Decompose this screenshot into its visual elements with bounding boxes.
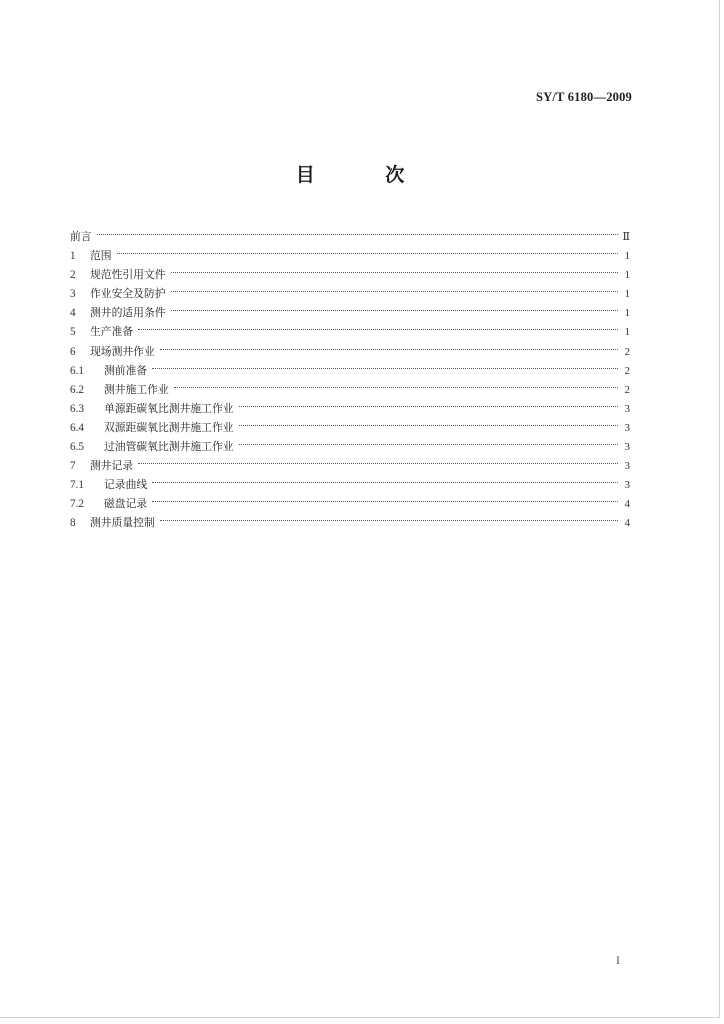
- toc-leader-dots: [239, 412, 618, 431]
- toc-entry-6-2[interactable]: [70, 374, 630, 396]
- toc-entry-number: 7.1: [70, 479, 84, 492]
- standard-code: SY/T 6180—2009: [536, 90, 632, 104]
- toc-entry-number: 4: [70, 307, 76, 320]
- toc-entry-label: 测井记录: [90, 459, 134, 473]
- toc-entry-label: 测井的适用条件: [90, 306, 166, 320]
- toc-entry-number: 6: [70, 345, 76, 358]
- toc-entry-7-2[interactable]: [70, 488, 630, 511]
- toc-leader-dots: [174, 374, 618, 393]
- toc-entry-label: 范围: [90, 249, 112, 263]
- toc-entry-number: 6.2: [70, 383, 84, 396]
- toc-leader-dots: [138, 316, 618, 335]
- toc-entry-page: 2: [624, 383, 630, 396]
- toc-entry-number: 5: [70, 326, 76, 339]
- toc-entry-page: 1: [624, 269, 630, 282]
- toc-entry-number: 3: [70, 288, 76, 301]
- toc-entry-page: 1: [624, 307, 630, 320]
- toc-entry-page: 2: [624, 364, 630, 377]
- toc-leader-dots: [117, 240, 618, 259]
- toc-entry-page: 3: [624, 402, 630, 415]
- toc-entry-label: 记录曲线: [104, 478, 148, 492]
- toc-entry-number: 6.3: [70, 402, 84, 415]
- toc-entry-number: 2: [70, 269, 76, 282]
- toc-entry-foreword[interactable]: [70, 221, 630, 243]
- toc-list: [70, 221, 630, 530]
- toc-leader-dots: [171, 278, 618, 297]
- toc-title: 目 次: [295, 164, 437, 186]
- toc-entry-number: 6.1: [70, 364, 84, 377]
- toc-entry-label: 磁盘记录: [104, 497, 148, 511]
- toc-entry-label: 双源距碳氧比测井施工作业: [104, 420, 234, 434]
- toc-entry-number: 6.4: [70, 421, 84, 434]
- toc-entry-2[interactable]: [70, 259, 630, 282]
- toc-entry-label: 生产准备: [90, 325, 134, 339]
- toc-leader-dots: [152, 488, 618, 507]
- toc-entry-page: 1: [624, 288, 630, 301]
- toc-entry-label: 测井施工作业: [104, 382, 169, 396]
- toc-leader-dots: [171, 297, 618, 316]
- toc-entry-number: 7.2: [70, 498, 84, 511]
- toc-leader-dots: [152, 469, 618, 488]
- toc-entry-page: Ⅱ: [622, 231, 630, 243]
- toc-entry-label: 前言: [70, 230, 92, 243]
- toc-leader-dots: [138, 450, 618, 469]
- toc-entry-label: 规范性引用文件: [90, 268, 166, 282]
- toc-entry-page: 4: [624, 517, 630, 530]
- toc-entry-label: 测前准备: [104, 363, 148, 377]
- toc-leader-dots: [239, 431, 618, 450]
- toc-entry-label: 单源距碳氧比测井施工作业: [104, 401, 234, 415]
- toc-entry-number: 8: [70, 517, 76, 530]
- toc-entry-page: 2: [624, 345, 630, 358]
- toc-entry-label: 作业安全及防护: [90, 287, 166, 301]
- toc-entry-page: 3: [624, 479, 630, 492]
- toc-entry-5[interactable]: [70, 316, 630, 339]
- toc-entry-number: 6.5: [70, 441, 84, 454]
- toc-leader-dots: [97, 221, 618, 240]
- toc-entry-1[interactable]: [70, 240, 630, 263]
- toc-entry-7[interactable]: [70, 450, 630, 473]
- toc-entry-label: 现场测井作业: [90, 344, 155, 358]
- toc-entry-label: 过油管碳氧比测井施工作业: [104, 440, 234, 454]
- toc-entry-label: 测井质量控制: [90, 516, 155, 530]
- toc-entry-page: 4: [624, 498, 630, 511]
- toc-entry-6-1[interactable]: [70, 355, 630, 377]
- toc-entry-8[interactable]: [70, 507, 630, 530]
- toc-entry-number: 1: [70, 250, 76, 263]
- toc-entry-number: 7: [70, 460, 76, 473]
- toc-leader-dots: [160, 507, 618, 526]
- toc-entry-page: 3: [624, 421, 630, 434]
- page-number: I: [616, 953, 620, 967]
- toc-leader-dots: [239, 393, 618, 412]
- toc-entry-page: 1: [624, 250, 630, 263]
- toc-leader-dots: [160, 336, 618, 355]
- toc-entry-page: 1: [624, 326, 630, 339]
- toc-entry-page: 3: [624, 460, 630, 473]
- toc-entry-7-1[interactable]: [70, 469, 630, 492]
- toc-entry-6[interactable]: [70, 336, 630, 358]
- toc-leader-dots: [152, 355, 618, 374]
- toc-leader-dots: [171, 259, 618, 278]
- toc-entry-page: 3: [624, 441, 630, 454]
